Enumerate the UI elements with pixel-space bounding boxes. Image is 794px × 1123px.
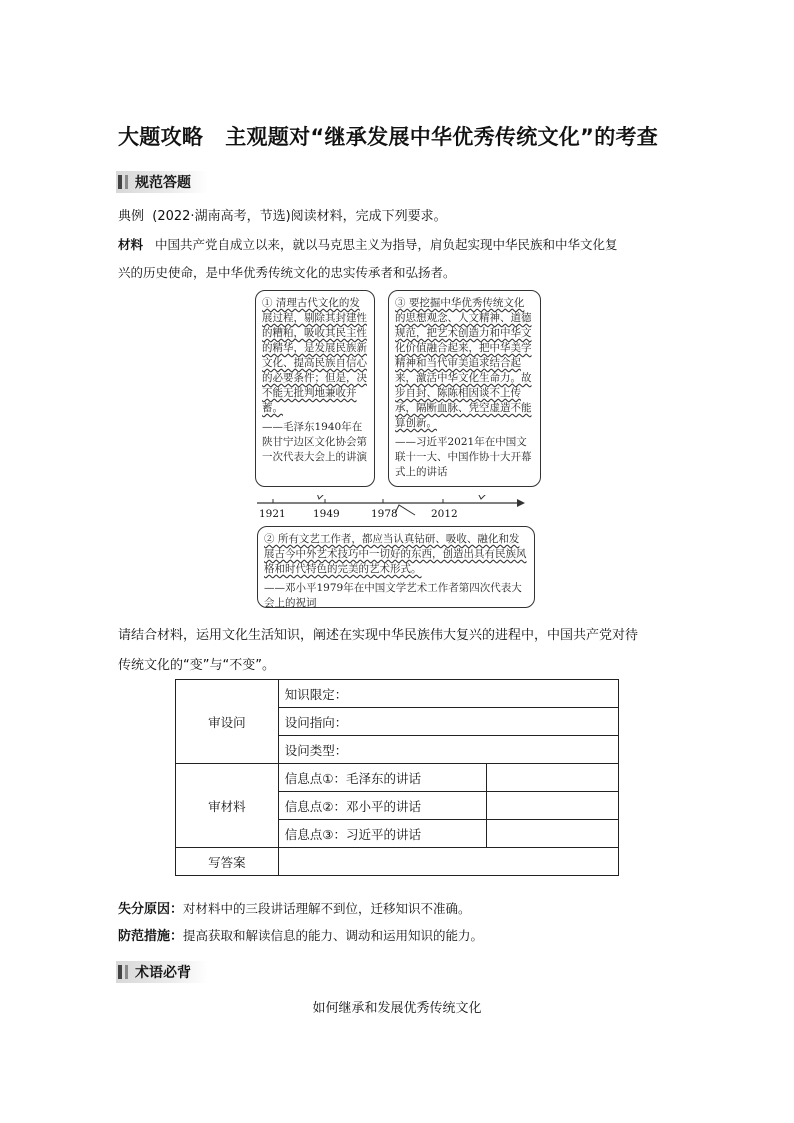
section-heading-guifan [116,171,208,193]
loss-label: 失分原因： [118,902,184,917]
info-point-value: 邓小平的讲话 [346,798,422,814]
info-point-blank [487,792,619,820]
prevention-line [118,922,678,951]
info-point-blank [487,764,619,792]
loss-text: 对材料中的三段讲话理解不到位，迁移知识不准确。 [183,901,471,916]
info-point-label: 信息点②： [284,798,346,814]
speech-timeline-figure [255,290,545,610]
bubble-text: ③ 要挖掘中华优秀传统文化的思想观念、人文精神、道德规范，把艺术创造力和中华文化价值融合起来，把中华美学精神和当代审美追求结合起来，激活中华文化生命力。故步自封、陈陈相因谈不上传承，隔断血脉、凭空虚造不能算创新。 [395,297,532,429]
year-label: 1921 [259,508,286,520]
timeline-axis [255,495,545,525]
bubble-attribution: ——习近平2021年在中国文联十一大、中国作协十大开幕式上的讲话 [395,436,532,478]
bubble-text: ② 所有文艺工作者，都应当认真钻研、吸收、融化和发展古今中外艺术技巧中一切好的东西，创造出具有民族风格和时代特色的完美的艺术形式。 [264,533,527,575]
example-source: (2022·湖南高考，节选)阅读材料，完成下列要求。 [152,209,447,224]
bubble-attribution: ——邓小平1979年在中国文学艺术工作者第四次代表大会上的祝词 [264,582,522,609]
loss-reason-line [118,895,678,924]
row-header-question: 审设问 [176,680,279,764]
info-point-value: 毛泽东的讲话 [346,770,422,786]
year-label: 1978 [371,508,398,520]
bubble-attribution: ——毛泽东1940年在陕甘宁边区文化协会第一次代表大会上的讲演 [262,421,367,463]
prevent-text: 提高获取和解读信息的能力、调动和运用知识的能力。 [183,928,484,943]
title-part2: 主观题对“继承发展中华优秀传统文化”的考查 [225,125,659,149]
row-header-material: 审材料 [176,764,279,848]
question-paragraph [118,621,678,681]
year-label: 2012 [431,508,458,520]
info-point-cell [278,792,487,820]
section-label: 术语必背 [135,965,191,981]
info-point-cell [278,820,487,848]
subsection-title: 如何继承和发展优秀传统文化 [312,1001,482,1016]
material-line2: 兴的历史使命，是中华优秀传统文化的忠实传承者和弘扬者。 [118,265,456,280]
example-line [118,203,678,231]
question-direction-cell: 设问指向： [278,708,618,736]
page-title [118,121,718,151]
knowledge-limit-cell: 知识限定： [278,680,618,708]
material-line1: 中国共产党自成立以来，就以马克思主义为指导，肩负起实现中华民族和中华文化复 [154,237,618,252]
analysis-table [175,679,619,876]
prevent-label: 防范措施： [118,929,184,944]
question-line2: 传统文化的“变”与“不变”。 [118,658,275,673]
question-type-cell: 设问类型： [278,736,618,764]
question-line1: 请结合材料，运用文化生活知识，阐述在实现中华民族伟大复兴的进程中，中国共产党对待 [118,628,639,643]
example-label: 典例 [118,209,145,224]
info-point-cell [278,764,487,792]
bubble-text: ① 清理古代文化的发展过程，剔除其封建性的糟粕，吸收其民主性的精华，是发展民族新文化、提高民族自信心的必要条件；但是，决不能无批判地兼收并蓄。 [262,297,367,414]
material-label: 材料 [118,237,144,252]
year-label: 1949 [313,508,340,520]
title-part1: 大题攻略 [118,125,204,149]
row-header-answer: 写答案 [176,848,279,876]
info-point-label: 信息点①： [284,770,346,786]
speech-bubble-deng [257,526,535,608]
section-label: 规范答题 [135,175,191,191]
info-point-value: 习近平的讲话 [346,826,422,842]
speech-bubble-mao [255,290,375,487]
info-point-blank [487,820,619,848]
answer-cell [278,848,618,876]
section-heading-shuyu [116,961,208,983]
info-point-label: 信息点③： [284,826,346,842]
speech-bubble-xi [388,290,541,487]
material-paragraph [118,231,678,287]
